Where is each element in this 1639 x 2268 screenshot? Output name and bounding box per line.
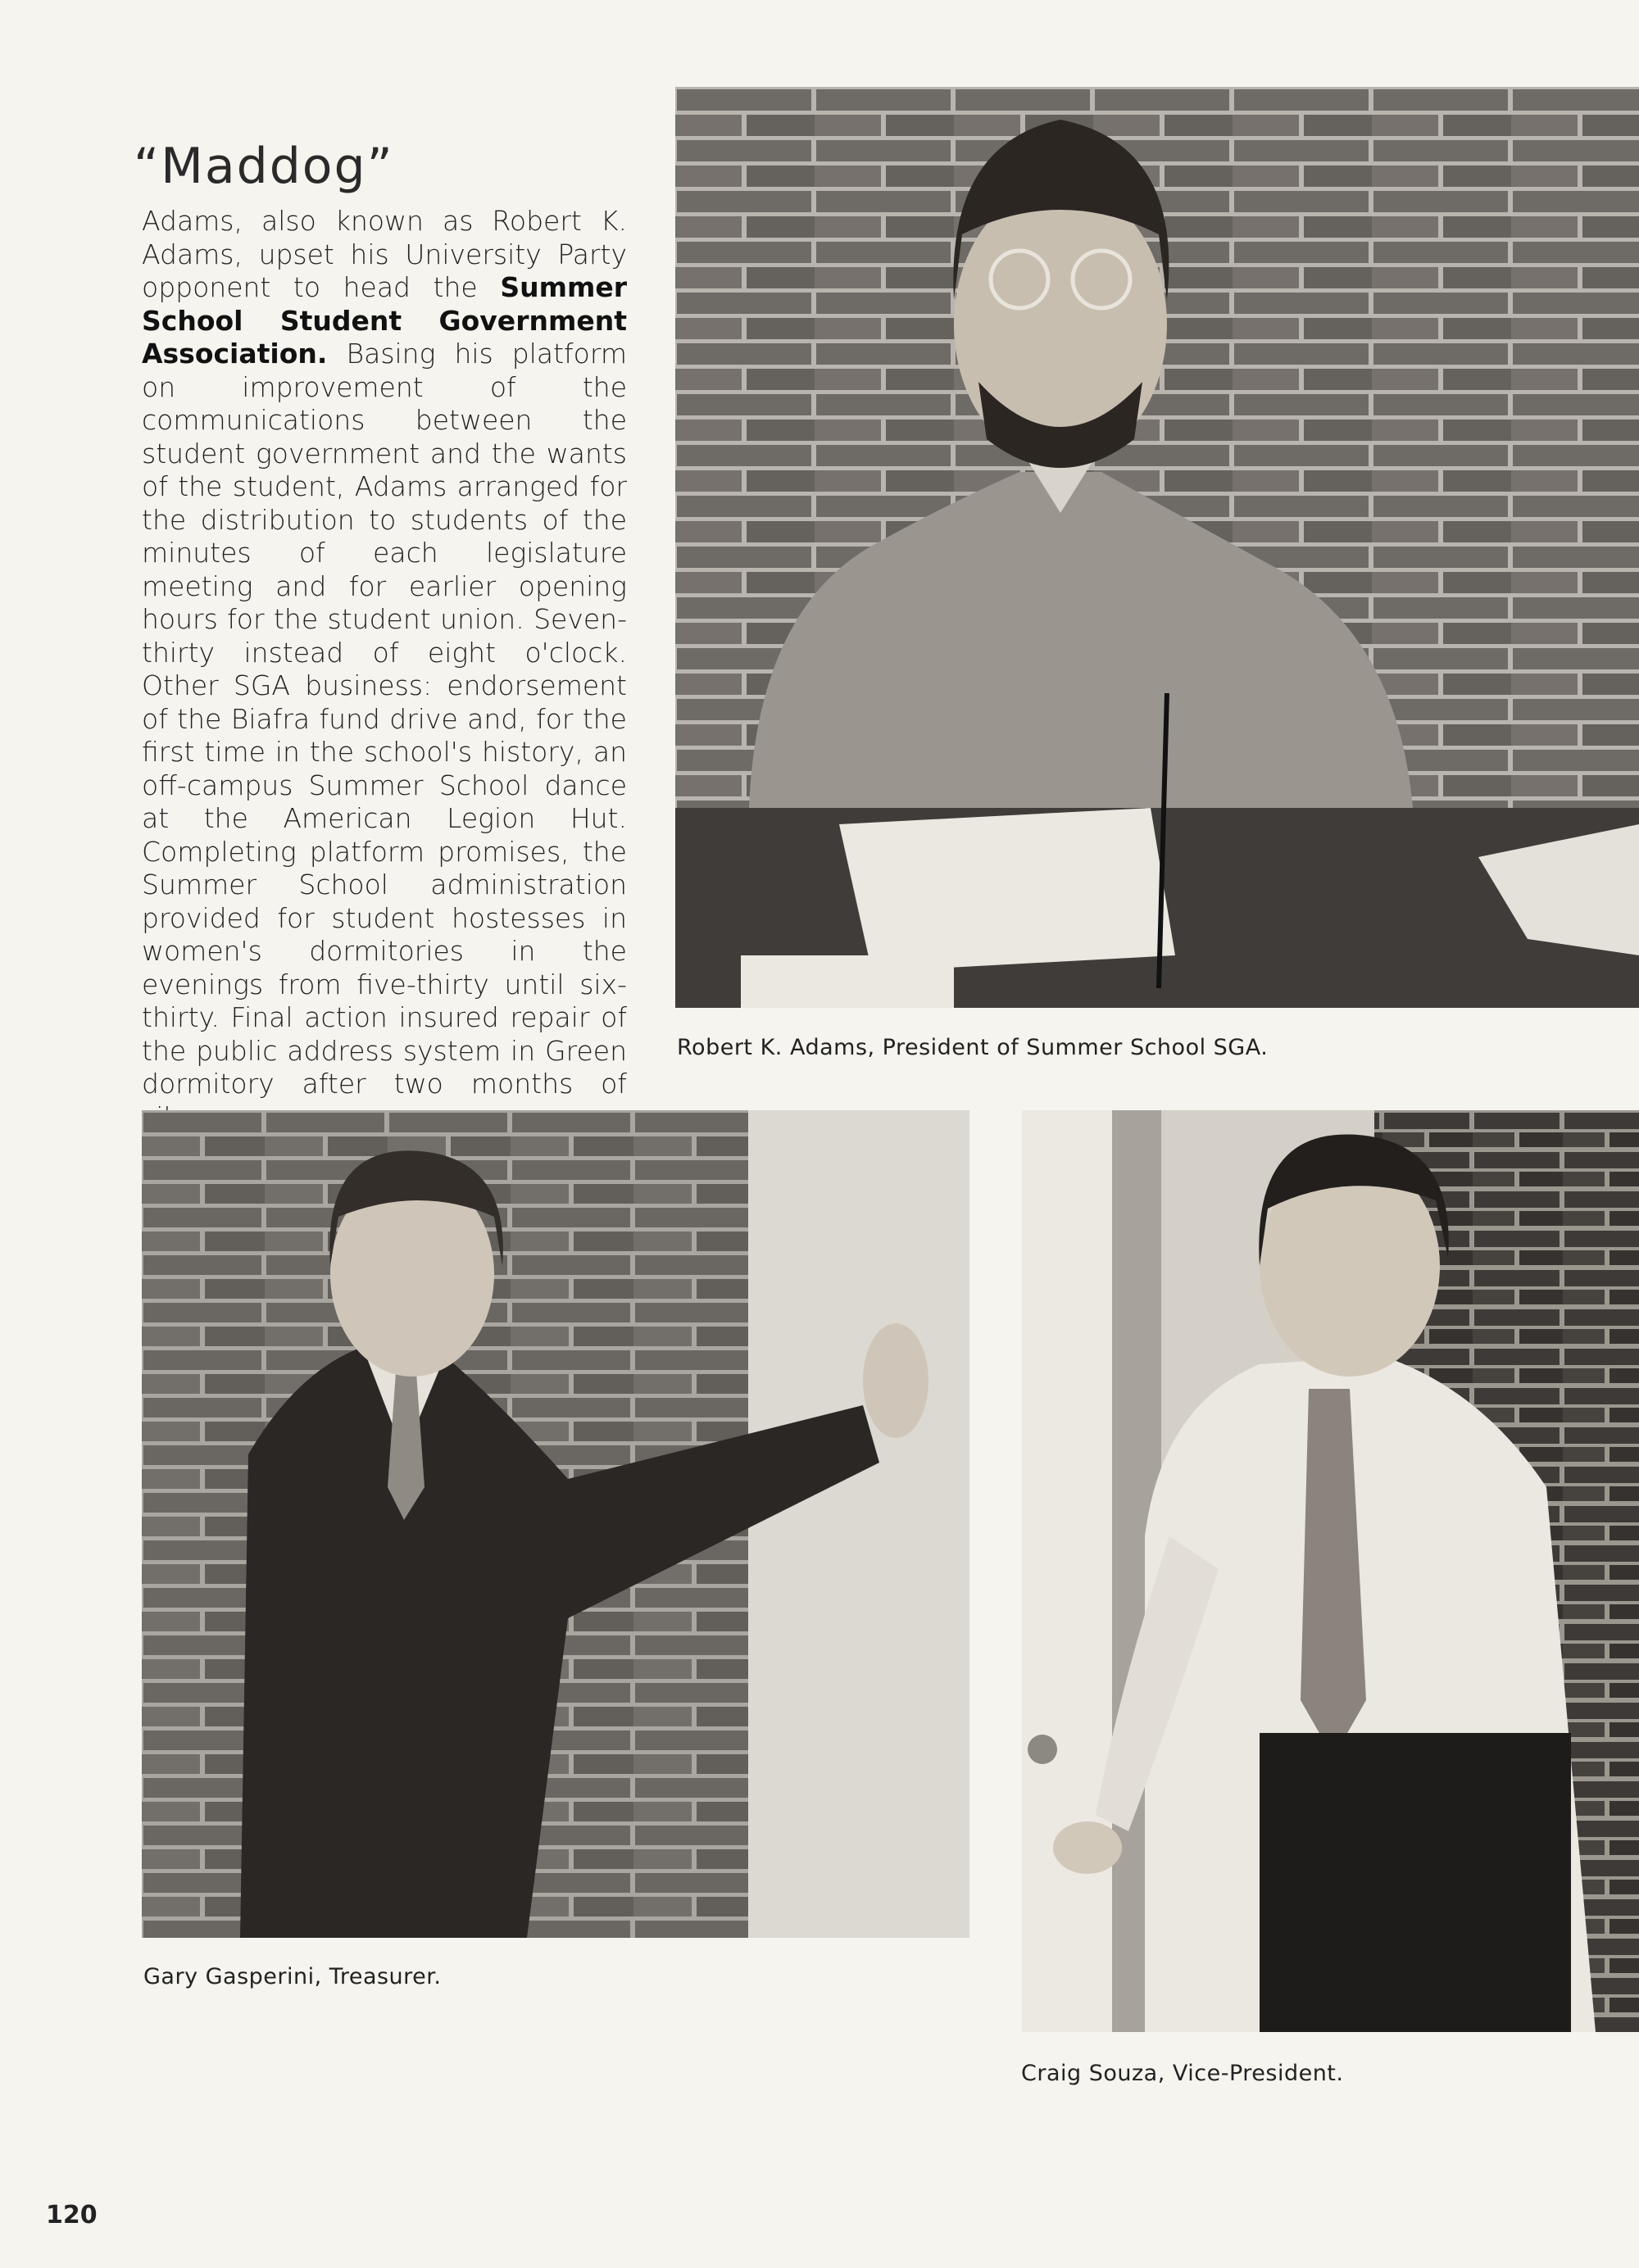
article-body [142,205,627,1134]
article-body-emphasis: Summer School Student Government Association. [142,271,627,370]
caption-gary-gasperini: Gary Gasperini, Treasurer. [143,1964,442,1989]
page-number: 120 [46,2201,98,2229]
caption-robert-adams: Robert K. Adams, President of Summer School SGA. [677,1035,1269,1060]
article-headline: “Maddog” [134,138,394,195]
article-body-intro: Adams, also known as Robert K. Adams, upset his University Party opponent to head the [142,205,627,303]
caption-craig-souza: Craig Souza, Vice-President. [1021,2061,1344,2086]
photo-robert-adams [675,87,1639,1008]
photo-gary-gasperini [142,1110,969,1938]
article-body-rest: Basing his platform on improvement of the communications between the student government and the wants of the student, Adams arranged for the distribution to students of the minutes of each legislature meeting and for earlier opening hours for the student union. Seven-thirty instead of eight o'clock. Other SGA business: endorsement of the Biafra fund drive and, for the first time in the school's history, an off-campus Summer School dance at the American Legion Hut. Completing platform promises, the Summer School administration provided for student hostesses in women's dormitories in the evenings from five-thirty until six-thirty. Final action insured repair of the public address system in Green dormitory after two months of [142,338,627,1100]
photo-craig-souza [1022,1110,1639,2032]
